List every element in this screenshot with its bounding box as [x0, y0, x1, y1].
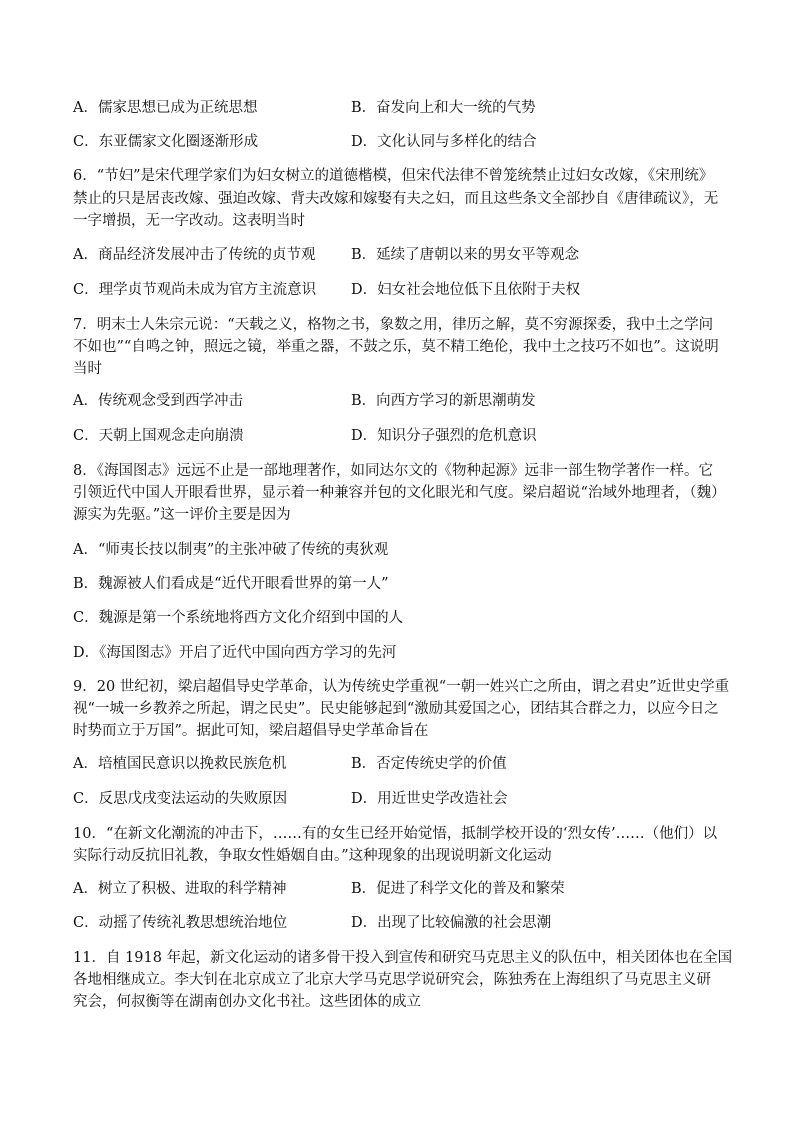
q6-stem-line-1: 6．“节妇”是宋代理学家们为妇女树立的道德楷模，但宋代法律不曾笼统禁止过妇女改嫁，《宋刑统》 — [73, 168, 714, 184]
q9-stem-line-1: 9．20 世纪初，梁启超倡导史学革命，认为传统史学重视“一朝一姓兴亡之所由，谓之君史”近世史学重 — [73, 679, 730, 695]
q11-stem-line-1: 11．自 1918 年起，新文化运动的诸多骨干投入到宣传和研究马克思主义的队伍中，相关团体也在全国 — [73, 950, 733, 966]
q10-stem-line-1: 10．“在新文化潮流的冲击下，……有的女生已经开始觉悟，抵制学校开设的‘烈女传’……（他们）以 — [73, 826, 718, 842]
q9-stem-line-2: 视“一城一乡教养之所起，谓之民史”。民史能够起到“激励其爱国之心，团结其合群之力，以应今日之 — [73, 701, 719, 717]
q9-option-a: A．培植国民意识以挽救民族危机 — [73, 756, 287, 772]
q5-option-c: C．东亚儒家文化圈逐渐形成 — [73, 134, 259, 150]
q7-stem-line-1: 7．明末士人朱宗元说：“天载之义，格物之书，象数之用，律历之解，莫不穷源探委，我中土之学问 — [73, 317, 714, 333]
q6-option-a: A．商品经济发展冲击了传统的贞节观 — [73, 247, 316, 263]
q10-option-b: B．促进了科学文化的普及和繁荣 — [351, 881, 565, 897]
q8-option-d: D．《海国图志》开启了近代中国向西方学习的先河 — [73, 645, 397, 661]
q8-stem-line-3: 源实为先驱。”这一评价主要是因为 — [73, 507, 291, 523]
q11-stem-line-3: 究会，何叔衡等在湖南创办文化书社。这些团体的成立 — [73, 994, 421, 1010]
q7-stem-line-2: 不如也”“自鸣之钟，照远之镜，举重之器，不鼓之乐，莫不精工绝伦，我中土之技巧不如也”。这说明 — [73, 339, 719, 355]
q10-stem-line-2: 实际行动反抗旧礼教，争取女性婚姻自由。”这种现象的出现说明新文化运动 — [73, 848, 552, 864]
q10-option-d: D．出现了比较偏激的社会思潮 — [351, 915, 552, 931]
q8-option-c: C．魏源是第一个系统地将西方文化介绍到中国的人 — [73, 610, 404, 626]
q6-stem-line-3: 一字增损，无一字改动。这表明当时 — [73, 213, 305, 229]
q10-option-c: C．动摇了传统礼教思想统治地位 — [73, 915, 288, 931]
q9-option-c: C．反思戊戌变法运动的失败原因 — [73, 791, 288, 807]
q7-stem-line-3: 当时 — [73, 361, 102, 377]
q7-option-c: C．天朝上国观念走向崩溃 — [73, 428, 244, 444]
q5-option-b: B．奋发向上和大一统的气势 — [351, 100, 536, 116]
q6-option-d: D．妇女社会地位低下且依附于夫权 — [351, 282, 581, 298]
q9-stem-line-3: 时势而立于万国”。据此可知，梁启超倡导史学革命旨在 — [73, 723, 429, 739]
q9-option-d: D．用近世史学改造社会 — [351, 791, 508, 807]
q7-option-d: D．知识分子强烈的危机意识 — [351, 428, 537, 444]
q6-option-b: B．延续了唐朝以来的男女平等观念 — [351, 247, 580, 263]
q8-option-b: B．魏源被人们看成是“近代开眼看世界的第一人” — [73, 576, 389, 592]
q11-stem-line-2: 各地相继成立。李大钊在北京成立了北京大学马克思学说研究会，陈独秀在上海组织了马克思主义研 — [73, 972, 711, 988]
q8-stem-line-1: 8．《海国图志》远远不止是一部地理著作，如同达尔文的《物种起源》远非一部生物学著作一样。它 — [73, 463, 713, 479]
q5-option-a: A．儒家思想已成为正统思想 — [73, 100, 258, 116]
q7-option-a: A．传统观念受到西学冲击 — [73, 393, 243, 409]
q5-option-d: D．文化认同与多样化的结合 — [351, 134, 537, 150]
q6-option-c: C．理学贞节观尚未成为官方主流意识 — [73, 282, 317, 298]
q9-option-b: B．否定传统史学的价值 — [351, 756, 507, 772]
q8-stem-line-2: 引领近代中国人开眼看世界，显示着一种兼容并包的文化眼光和气度。梁启超说“治域外地理者，（魏） — [73, 485, 726, 501]
q8-option-a: A．“师夷长技以制夷”的主张冲破了传统的夷狄观 — [73, 542, 389, 558]
q7-option-b: B．向西方学习的新思潮萌发 — [351, 393, 536, 409]
q10-option-a: A．树立了积极、进取的科学精神 — [73, 881, 287, 897]
q6-stem-line-2: 禁止的只是居丧改嫁、强迫改嫁、背夫改嫁和嫁娶有夫之妇，而且这些条文全部抄自《唐律疏议》，无 — [73, 191, 719, 207]
